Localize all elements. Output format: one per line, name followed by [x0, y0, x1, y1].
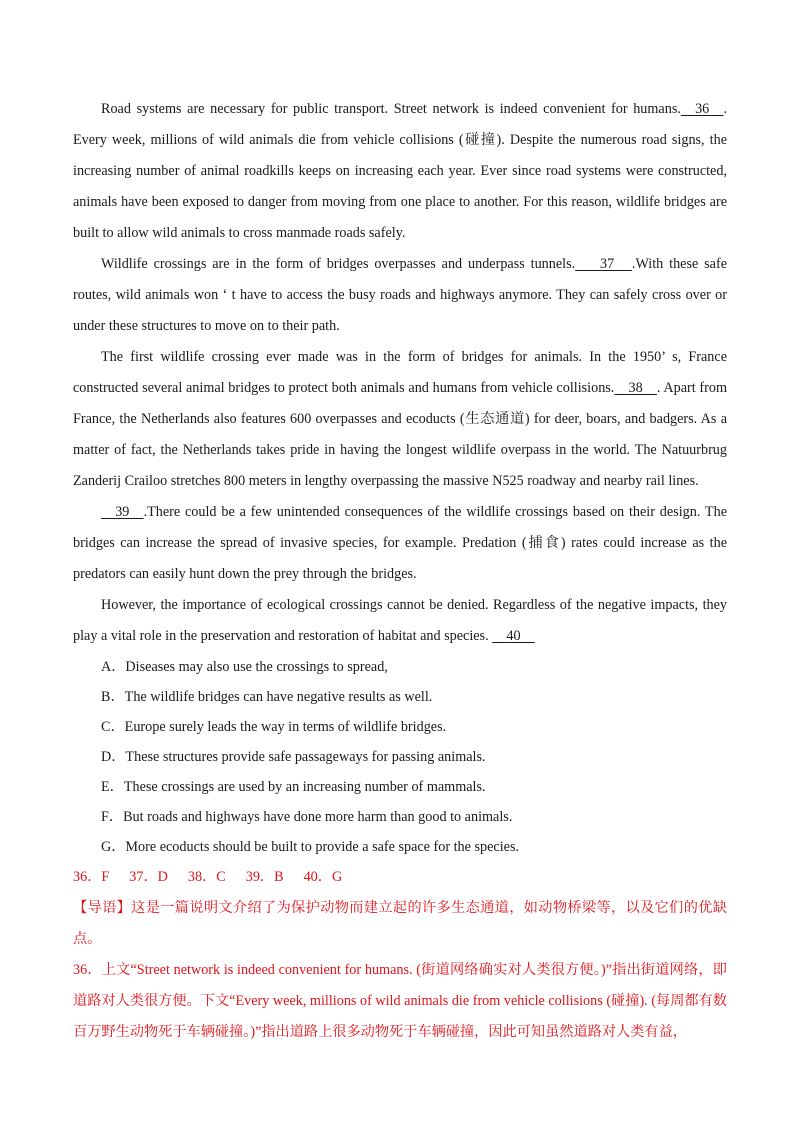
- paragraph-3: [73, 342, 727, 497]
- blank-39-number: 39: [115, 504, 130, 520]
- guide-text: 这是一篇说明文介绍了为保护动物而建立起的许多生态通道，如动物桥梁等，以及它们的优缺点。: [73, 900, 727, 947]
- blank-40-number: 40: [506, 628, 521, 644]
- option-e: E．These crossings are used by an increasing number of mammals.: [101, 779, 486, 795]
- paragraph-5-text: However, the importance of ecological crossings cannot be denied. Regardless of the negative impacts, they play a vital role in the preservation and restoration of habitat and species.: [73, 597, 727, 644]
- paragraph-3-text: The first wildlife crossing ever made was in the form of bridges for animals. In the 1950’ s, France constructed several animal bridges to protect both animals and humans from vehicle collisions.: [73, 349, 727, 396]
- paragraph-1-text: Road systems are necessary for public transport. Street network is indeed convenient for humans.: [101, 101, 681, 117]
- paragraph-5: [73, 590, 727, 652]
- explanation-36: 36．上文“Street network is indeed convenient for humans. (街道网络确实对人类很方便。)”指出街道网络，即道路对人类很方便。下文“Every week, millions of wild animals die from vehicle collisions (碰撞). (每周都有数百万野生动物死于车辆碰撞。)”指出道路上很多动物死于车辆碰撞，因此可知虽然道路对人类有益，: [73, 962, 727, 1040]
- answer-39: 39．B: [245, 869, 284, 885]
- blank-38-number: 38: [628, 380, 643, 396]
- answer-key: [73, 862, 727, 1048]
- blank-38: [614, 373, 657, 404]
- blank-37-number: 37: [600, 256, 615, 272]
- paragraph-2-text: Wildlife crossings are in the form of bridges overpasses and underpass tunnels.: [101, 256, 576, 272]
- paragraph-3-text-cont: . Apart from France, the Netherlands also features 600 overpasses and ecoducts (生态通道) for deer, boars, and badgers. As a matter of fact, the Netherlands takes pride in having the longest wildlife overpass in the world. The Natuurbrug Zanderij Crailoo stretches 800 meters in lengthy overpassing the massive N525 roadway and nearby rail lines.: [73, 380, 727, 489]
- answer-38: 38．C: [187, 869, 226, 885]
- answer-line: [73, 862, 727, 893]
- option-c: C．Europe surely leads the way in terms of wildlife bridges.: [101, 719, 447, 735]
- guide-paragraph: [73, 893, 727, 955]
- passage: [73, 94, 727, 1048]
- guide-tag: 【导语】: [73, 900, 132, 916]
- option-f: F．But roads and highways have done more harm than good to animals.: [101, 809, 513, 825]
- answer-36: 36．F: [73, 869, 110, 885]
- blank-39: [101, 497, 144, 528]
- paragraph-2-text-cont: .With these safe routes, wild animals won ‘ t have to access the busy roads and highways anymore. They can safely cross over or under these structures to move on to their path.: [73, 256, 728, 334]
- paragraph-2: [73, 249, 727, 342]
- option-d: D．These structures provide safe passageways for passing animals.: [101, 749, 486, 765]
- blank-37: [575, 249, 632, 280]
- option-b: B．The wildlife bridges can have negative results as well.: [101, 689, 433, 705]
- option-list: [73, 652, 727, 862]
- blank-36-number: 36: [695, 101, 710, 117]
- paragraph-1: [73, 94, 727, 249]
- option-g: G．More ecoducts should be built to provide a safe space for the species.: [101, 839, 520, 855]
- paragraph-4-text: .There could be a few unintended consequences of the wildlife crossings based on their design. The bridges can increase the spread of invasive species, for example. Predation (捕食) rates could increase as the predators can easily hunt down the prey through the bridges.: [73, 504, 727, 582]
- paragraph-1-text-cont: . Every week, millions of wild animals die from vehicle collisions (碰撞). Despite the numerous road signs, the increasing number of animal roadkills keeps on increasing each year. Ever since road systems were constructed, animals have been exposed to danger from moving from one place to another. For this reason, wildlife bridges are built to allow wild animals to cross manmade roads safely.: [73, 101, 727, 241]
- blank-36: [681, 94, 724, 125]
- answer-40: 40．G: [303, 869, 343, 885]
- answer-37: 37．D: [129, 869, 168, 885]
- paragraph-4: [73, 497, 727, 590]
- blank-40: [492, 621, 535, 652]
- option-a: A．Diseases may also use the crossings to spread,: [101, 659, 388, 675]
